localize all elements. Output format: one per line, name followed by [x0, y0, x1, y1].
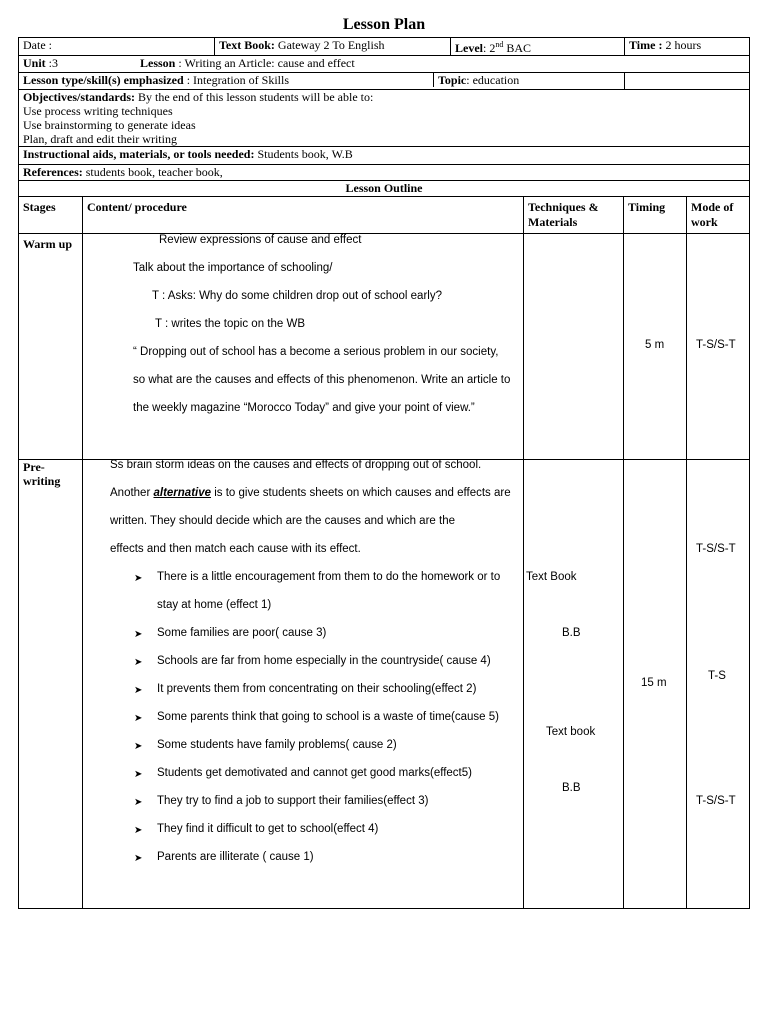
textbook-cell [215, 38, 451, 56]
arrow-bullet-icon: ➤ [134, 629, 143, 640]
references-label: References: [23, 165, 83, 179]
arrow-bullet-icon: ➤ [134, 713, 143, 724]
bullet-item: There is a little encouragement from them to do the homework or to [157, 571, 501, 583]
stage-prewriting: Pre- writing [19, 460, 83, 909]
outline-heading: Lesson Outline [19, 181, 750, 197]
textbook-value: Gateway 2 To English [277, 38, 385, 52]
col-content: Content/ procedure [83, 197, 524, 234]
prewriting-timing-value: 15 m [641, 677, 667, 689]
warmup-mode-value: T-S/S-T [696, 339, 736, 351]
arrow-bullet-icon: ➤ [134, 797, 143, 808]
objective-item: Use brainstorming to generate ideas [23, 118, 196, 132]
time-cell [625, 38, 750, 56]
level-label: Level [455, 41, 483, 55]
page-title: Lesson Plan [342, 16, 426, 33]
material-item: Text book [546, 726, 596, 738]
unit-label: Unit [23, 56, 46, 70]
level-value: : 2nd BAC [483, 40, 532, 55]
level-cell [451, 38, 625, 56]
topic-value: : education [466, 73, 520, 87]
bullet-item: Some families are poor( cause 3) [157, 627, 327, 639]
textbook-label: Text Book: [219, 38, 275, 52]
lesson-type-topic-cell [19, 73, 625, 90]
unit-value: :3 [48, 56, 59, 70]
aids-label: Instructional aids, materials, or tools needed: [23, 147, 255, 161]
lesson-label: Lesson [140, 56, 176, 70]
aids-cell [19, 147, 750, 165]
arrow-bullet-icon: ➤ [134, 825, 143, 836]
warmup-materials [524, 234, 624, 460]
objective-item: Use process writing techniques [23, 104, 173, 118]
bullet-item: They find it difficult to get to school(effect 4) [157, 823, 379, 835]
alternative-emphasis: alternative [153, 487, 212, 499]
date-label: Date : [23, 38, 52, 52]
warmup-line: T : writes the topic on the WB [155, 318, 305, 330]
arrow-bullet-icon: ➤ [134, 657, 143, 668]
lesson-value: : Writing an Article: cause and effect [178, 56, 355, 70]
bullet-item: They try to find a job to support their families(effect 3) [157, 795, 429, 807]
warmup-line: Review expressions of cause and effect [159, 234, 362, 246]
col-techniques: Techniques & Materials [524, 197, 624, 234]
prewriting-line: written. They should decide which are the causes and which are the [110, 515, 455, 527]
warmup-line: T : Asks: Why do some children drop out of school early? [152, 290, 442, 302]
warmup-line: the weekly magazine “Morocco Today” and give your point of view.” [133, 402, 475, 414]
warmup-line: Talk about the importance of schooling/ [133, 262, 333, 274]
arrow-bullet-icon: ➤ [134, 685, 143, 696]
references-cell [19, 165, 750, 181]
material-item: B.B [562, 627, 581, 639]
arrow-bullet-icon: ➤ [134, 573, 143, 584]
bullet-item-continuation: stay at home (effect 1) [157, 599, 272, 611]
warmup-line: so what are the causes and effects of this phenomenon. Write an article to [133, 374, 511, 386]
date-cell [19, 38, 215, 56]
references-value: students book, teacher book, [85, 165, 223, 179]
warmup-timing-value: 5 m [645, 339, 665, 351]
col-mode: Mode of work [687, 197, 750, 234]
objectives-cell [19, 90, 750, 147]
lesson-type-topic-cell-end [625, 73, 750, 90]
col-stages: Stages [19, 197, 83, 234]
material-item: Text Book [526, 571, 577, 583]
objective-item: Plan, draft and edit their writing [23, 132, 177, 146]
lesson-type-value: : Integration of Skills [186, 73, 290, 87]
prewriting-line: Another alternative is to give students sheets on which causes and effects are [110, 487, 511, 499]
aids-value: Students book, W.B [257, 147, 353, 161]
arrow-bullet-icon: ➤ [134, 769, 143, 780]
prewriting-materials [524, 460, 624, 909]
stage-warmup: Warm up [19, 234, 83, 460]
prewriting-mode-value: T-S [708, 670, 726, 682]
material-item: B.B [562, 782, 581, 794]
bullet-item: Schools are far from home especially in the countryside( cause 4) [157, 655, 491, 667]
topic-label: Topic [438, 73, 467, 87]
prewriting-line: Ss brain storm ideas on the causes and effects of dropping out of school. [110, 459, 482, 471]
objectives-label: Objectives/standards: [23, 90, 135, 104]
bullet-item: Some parents think that going to school is a waste of time(cause 5) [157, 711, 499, 723]
prewriting-line: effects and then match each cause with its effect. [110, 543, 361, 555]
lesson-header-table [18, 37, 750, 181]
warmup-line: “ Dropping out of school has a become a serious problem in our society, [133, 346, 499, 358]
bullet-item: It prevents them from concentrating on their schooling(effect 2) [157, 683, 477, 695]
time-label: Time : [629, 38, 663, 52]
col-timing: Timing [624, 197, 687, 234]
time-value: 2 hours [665, 38, 702, 52]
lesson-type-label: Lesson type/skill(s) emphasized [23, 73, 184, 87]
prewriting-mode-value: T-S/S-T [696, 543, 736, 555]
bullet-item: Some students have family problems( cause 2) [157, 739, 397, 751]
prewriting-mode-value: T-S/S-T [696, 795, 736, 807]
arrow-bullet-icon: ➤ [134, 741, 143, 752]
objectives-intro: By the end of this lesson students will be able to: [138, 90, 374, 104]
unit-lesson-cell [19, 56, 750, 73]
bullet-item: Students get demotivated and cannot get good marks(effect5) [157, 767, 472, 779]
bullet-item: Parents are illiterate ( cause 1) [157, 851, 314, 863]
prewriting-mode [687, 460, 750, 909]
arrow-bullet-icon: ➤ [134, 853, 143, 864]
